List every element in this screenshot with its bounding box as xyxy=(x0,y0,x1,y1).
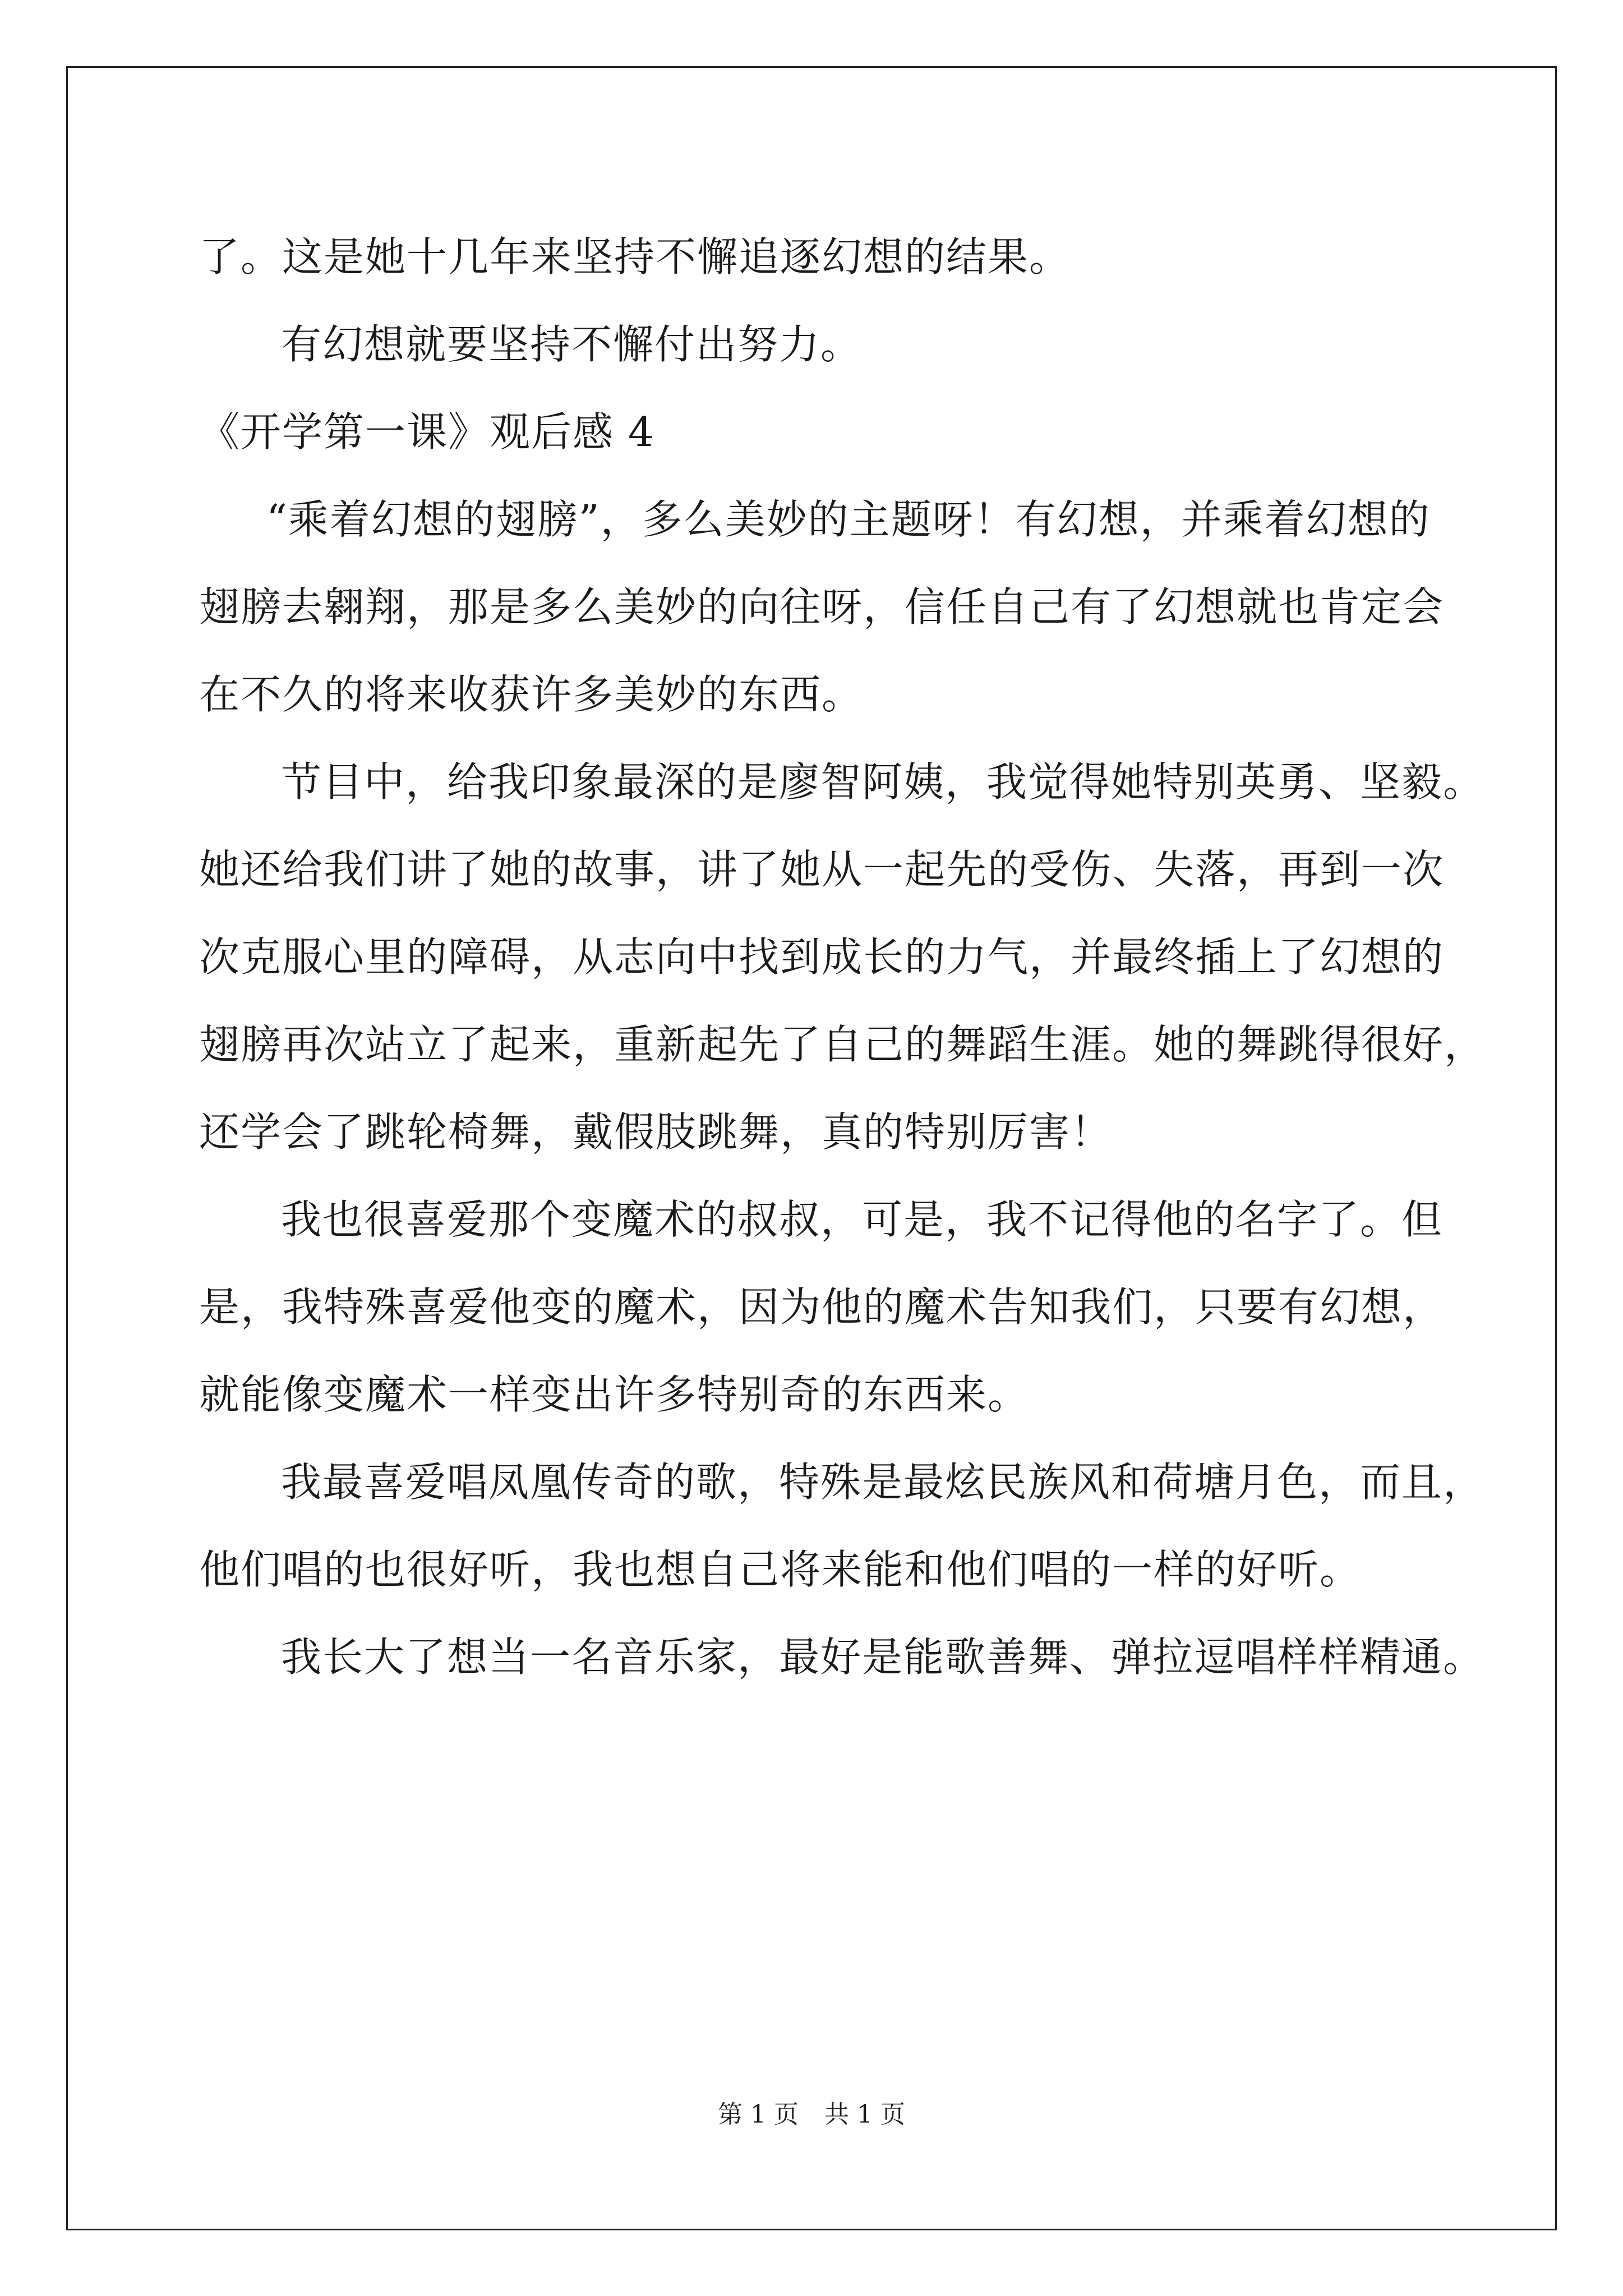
document-body xyxy=(199,213,1486,1701)
paragraph-line: 在不久的将来收获许多美妙的东西。 xyxy=(199,671,864,718)
paragraph-line: 次克服心里的障碍，从志向中找到成长的力气，并最终插上了幻想的 xyxy=(199,933,1445,981)
paragraph-line: 有幻想就要坚持不懈付出努力。 xyxy=(281,321,863,368)
section-heading: 《开学第一课》观后感 4 xyxy=(199,408,655,455)
paragraph-line: 她还给我们讲了她的故事，讲了她从一起先的受伤、失落，再到一次 xyxy=(199,846,1445,893)
paragraph-line: 翅膀再次站立了起来，重新起先了自己的舞蹈生涯。她的舞跳得很好， xyxy=(199,1021,1486,1068)
paragraph-line: 就能像变魔术一样变出许多特别奇的东西来。 xyxy=(199,1371,1030,1418)
paragraph-line: 了。这是她十几年来坚持不懈追逐幻想的结果。 xyxy=(199,233,1071,280)
paragraph-line: 我最喜爱唱凤凰传奇的歌，特殊是最炫民族风和荷塘月色，而且， xyxy=(281,1458,1485,1506)
page-number: 第 1 页 xyxy=(718,2100,799,2129)
paragraph-line: 我长大了想当一名音乐家，最好是能歌善舞、弹拉逗唱样样精通。 xyxy=(281,1634,1485,1681)
paragraph-line: 我也很喜爱那个变魔术的叔叔，可是，我不记得他的名字了。但 xyxy=(281,1196,1444,1243)
paragraph-line: 节目中，给我印象最深的是廖智阿姨，我觉得她特别英勇、坚毅。 xyxy=(281,758,1485,806)
paragraph-line: 还学会了跳轮椅舞，戴假肢跳舞，真的特别厉害！ xyxy=(199,1108,1113,1156)
paragraph-line: 翅膀去翱翔，那是多么美妙的向往呀，信任自己有了幻想就也肯定会 xyxy=(199,583,1445,631)
paragraph-line: 他们唱的也很好听，我也想自己将来能和他们唱的一样的好听。 xyxy=(199,1546,1362,1593)
paragraph-line: “乘着幻想的翅膀”，多么美妙的主题呀！有幻想，并乘着幻想的 xyxy=(266,496,1431,543)
paragraph-line: 是，我特殊喜爱他变的魔术，因为他的魔术告知我们，只要有幻想， xyxy=(199,1283,1445,1331)
page-count: 共 1 页 xyxy=(824,2100,905,2129)
page-footer xyxy=(0,2098,1623,2132)
